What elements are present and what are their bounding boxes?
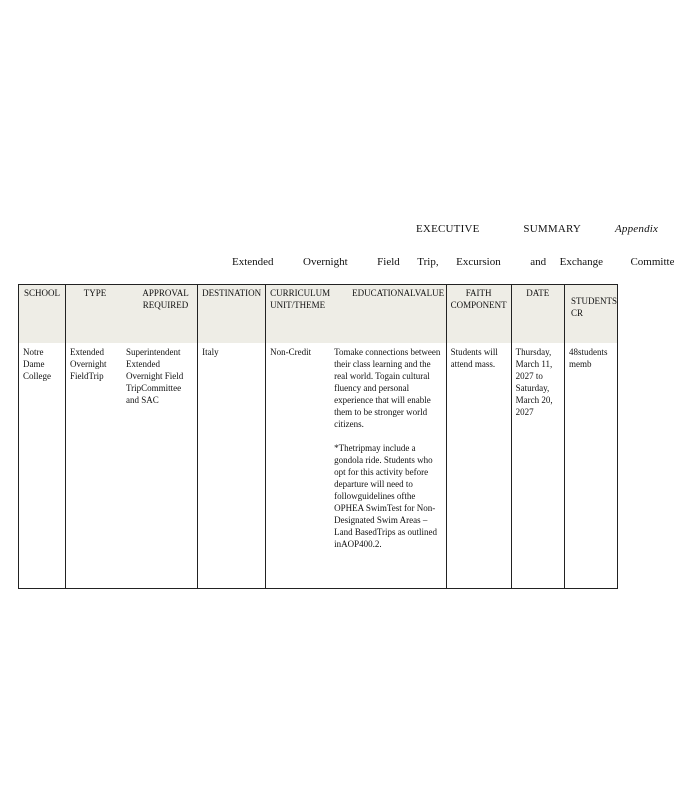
cell-school: Notre Dame College (19, 343, 66, 589)
cell-education (334, 346, 444, 550)
cell-date: Thursday, March 11, 2027 to Saturday, March 20, 2027 (511, 343, 564, 589)
cell-curriculum: Non-Credit (270, 347, 312, 357)
education-note: *Thetripmay include a gondola ride. Students who opt for this activity before departure will need to followguidelines ofthe OPHEA SwimTest for Non-Designated Swim Areas –Land BasedTrips as outlined inAOP400.2. (334, 443, 438, 549)
summary-table (18, 284, 618, 589)
title-summary: SUMMARY (523, 223, 582, 235)
subtitle-word: Trip, (417, 256, 439, 268)
cell-students: 48students memb (564, 343, 617, 589)
document-title (416, 223, 658, 235)
subtitle-word: Committe (630, 256, 674, 268)
header-type-approval (65, 285, 197, 344)
header-type: TYPE (83, 288, 107, 298)
cell-curriculum-education (266, 343, 447, 589)
cell-approval: Superintendent Extended Overnight Field TripCommittee and SAC (125, 347, 184, 405)
header-curriculum: CURRICULUM UNIT/THEME (270, 288, 331, 310)
cell-type: Extended Overnight FieldTrip (69, 347, 107, 381)
education-paragraph: Tomake connections between their class learning and the real world. Togain cultural fluency and personal experience that will enable them to be stronger world citizens. (334, 347, 441, 429)
header-school: SCHOOL (19, 285, 66, 344)
subtitle-word: Extended (232, 256, 274, 268)
subtitle-word: Exchange (559, 256, 603, 268)
subtitle-word: Excursion (456, 256, 501, 268)
header-education: EDUCATIONALVALUE (352, 288, 445, 298)
table-row (19, 343, 618, 589)
title-executive: EXECUTIVE (416, 223, 480, 235)
subtitle-word: and (530, 256, 547, 268)
subtitle-word: Overnight (303, 256, 348, 268)
cell-destination: Italy (198, 343, 266, 589)
cell-faith: Students will attend mass. (446, 343, 511, 589)
header-faith: FAITH COMPONENT (446, 285, 511, 344)
cell-type-approval (65, 343, 197, 589)
title-appendix: Appendix (614, 223, 659, 235)
header-date: DATE (511, 285, 564, 344)
document-subtitle (232, 256, 674, 268)
header-curriculum-education (266, 285, 447, 344)
subtitle-word: Field (377, 256, 400, 268)
table-header-row (19, 285, 618, 344)
header-destination: DESTINATION (198, 285, 266, 344)
header-approval: APPROVAL REQUIRED (142, 288, 189, 310)
header-students: STUDENTS CR (564, 285, 617, 344)
